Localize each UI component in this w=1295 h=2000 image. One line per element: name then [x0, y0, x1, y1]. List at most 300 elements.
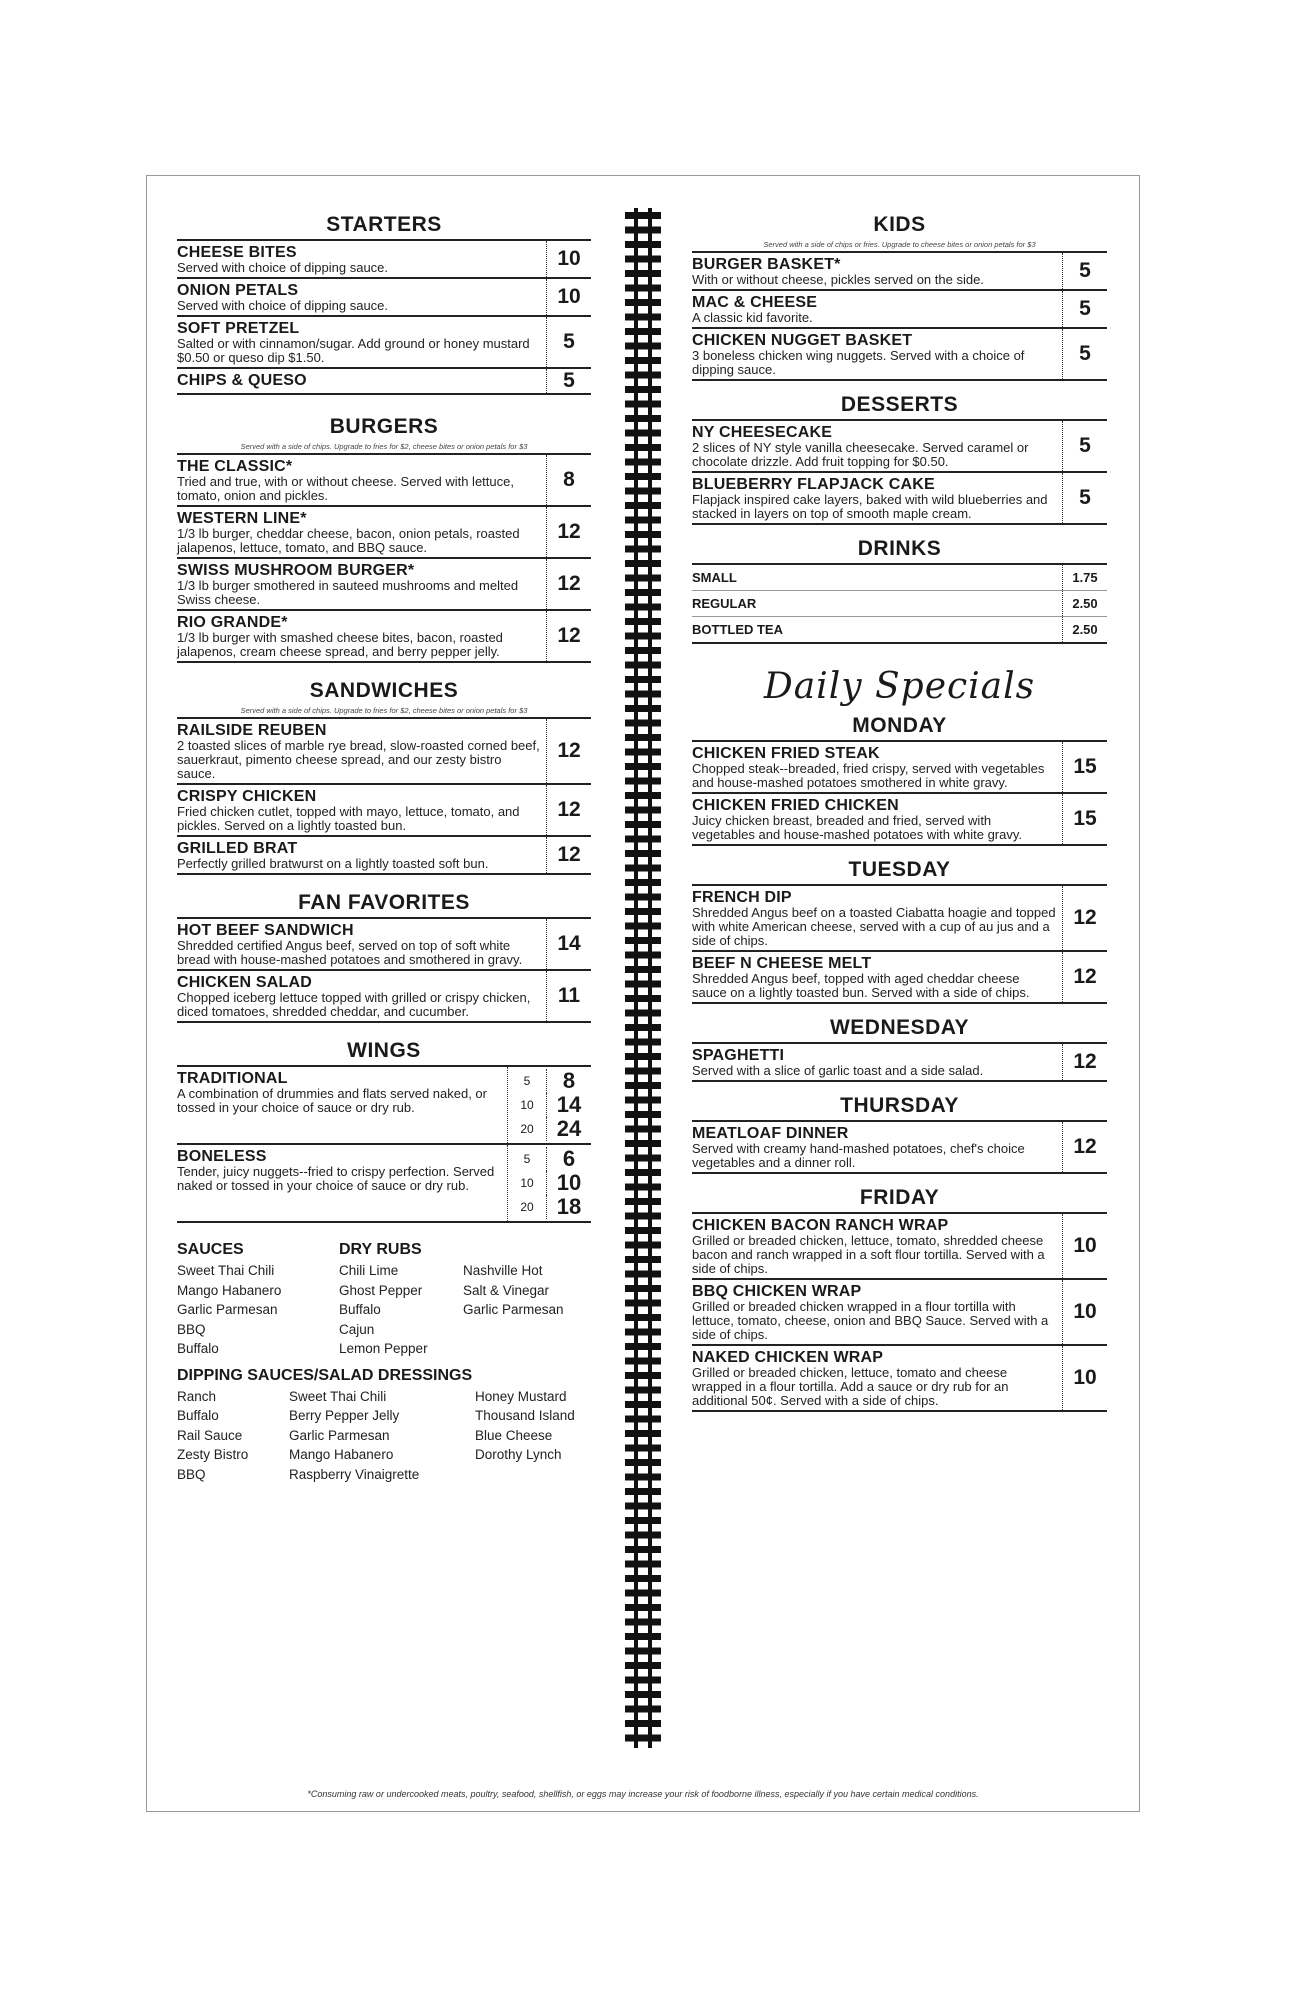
desserts-section	[692, 391, 1107, 525]
item-name: ONION PETALS	[177, 282, 299, 299]
rail-tie	[625, 778, 661, 785]
drinks-section	[692, 535, 1107, 644]
item-name: BEEF N CHEESE MELT	[692, 955, 872, 972]
item-name: MAC & CHEESE	[692, 294, 818, 311]
item-price: 12	[546, 507, 591, 557]
drinks-items	[692, 563, 1107, 644]
list-item: Berry Pepper Jelly	[289, 1408, 400, 1423]
sandwiches-section	[177, 677, 591, 875]
item-price: 12	[546, 719, 591, 783]
item-price: 12	[546, 611, 591, 661]
wings-items	[177, 1065, 591, 1223]
list-item: Buffalo	[177, 1341, 219, 1356]
drink-price: 2.50	[1062, 617, 1107, 642]
wing-count: 5	[508, 1147, 547, 1171]
item-desc: Shredded certified Angus beef, served on top of soft white bread with house-mashed potatoes and smothered in gravy.	[177, 938, 523, 967]
rail-tie	[625, 1256, 661, 1263]
drink-row	[692, 591, 1107, 617]
rail-tie	[625, 1097, 661, 1104]
item-name: BONELESS	[177, 1148, 267, 1165]
menu-item	[692, 1214, 1107, 1280]
item-desc: Grilled or breaded chicken, lettuce, tomato and cheese wrapped in a flour tortilla. Add a sauce or dry rub for an additional 50¢. Served with a side of chips.	[692, 1365, 1009, 1408]
rail-tie	[625, 633, 661, 640]
rail-tie	[625, 807, 661, 814]
list-item: Garlic Parmesan	[177, 1302, 278, 1317]
rail-tie	[625, 299, 661, 306]
item-price: 12	[546, 837, 591, 873]
wing-price: 14	[556, 1092, 582, 1117]
list-item: Garlic Parmesan	[463, 1302, 564, 1317]
item-price: 5	[1062, 329, 1107, 379]
rail-tie	[625, 1604, 661, 1611]
item-name: BURGER BASKET*	[692, 256, 841, 273]
rail-tie	[625, 1053, 661, 1060]
rail-tie	[625, 763, 661, 770]
wing-price-list	[507, 1067, 591, 1143]
footnote: *Consuming raw or undercooked meats, poultry, seafood, shellfish, or eggs may increase your risk of foodborne illness, especially if you have certain medical conditions.	[307, 1789, 979, 1799]
rail-tie	[625, 1662, 661, 1669]
list-item: Sweet Thai Chili	[289, 1388, 387, 1404]
menu-item	[692, 794, 1107, 846]
item-price: 15	[1062, 794, 1107, 844]
rail-tie	[625, 604, 661, 611]
item-price: 5	[1062, 291, 1107, 327]
item-desc: Tender, juicy nuggets--fried to crispy perfection. Served naked or tossed in your choice of sauce or dry rub.	[177, 1164, 495, 1193]
rail-tie	[625, 1445, 661, 1452]
wing-count: 20	[508, 1195, 547, 1219]
rail-tie	[625, 1300, 661, 1307]
dipping-title: DIPPING SAUCES/SALAD DRESSINGS	[177, 1366, 473, 1384]
item-price: 10	[546, 279, 591, 315]
item-price: 15	[1062, 742, 1107, 792]
rail-tie	[625, 1590, 661, 1597]
list-item: BBQ	[177, 1321, 206, 1337]
rail-tie	[625, 1213, 661, 1220]
list-item: Ranch	[177, 1388, 217, 1404]
item-name: RAILSIDE REUBEN	[177, 722, 327, 739]
item-price: 12	[1062, 952, 1107, 1002]
item-name: CHICKEN BACON RANCH WRAP	[692, 1217, 949, 1234]
wing-count: 10	[508, 1171, 547, 1195]
friday-items	[692, 1212, 1107, 1412]
menu-item	[177, 719, 591, 785]
item-price: 12	[1062, 886, 1107, 950]
rail-tie	[625, 285, 661, 292]
rail-tie	[625, 1285, 661, 1292]
item-price: 14	[546, 919, 591, 969]
rail-tie	[625, 1648, 661, 1655]
rail-tie	[625, 589, 661, 596]
rail-tie	[625, 705, 661, 712]
drink-name: REGULAR	[692, 596, 757, 611]
rail-tie	[625, 1546, 661, 1553]
item-name: SPAGHETTI	[692, 1047, 785, 1064]
item-desc: Served with a slice of garlic toast and a side salad.	[692, 1063, 984, 1078]
item-price: 8	[546, 455, 591, 505]
list-item: Buffalo	[339, 1302, 381, 1317]
day-title: THURSDAY	[840, 1094, 959, 1117]
rail-tie	[625, 966, 661, 973]
day-title: MONDAY	[852, 714, 947, 737]
menu-item	[692, 253, 1107, 291]
menu-item	[177, 785, 591, 837]
item-price: 5	[1062, 473, 1107, 523]
item-desc: 2 slices of NY style vanilla cheesecake. Served caramel or chocolate drizzle. Add fruit topping for $0.50.	[692, 440, 1029, 469]
list-item: Ghost Pepper	[339, 1282, 423, 1298]
item-desc: Salted or with cinnamon/sugar. Add ground or honey mustard $0.50 or queso dip $1.50.	[177, 336, 530, 365]
item-desc: 1/3 lb burger with smashed cheese bites, bacon, roasted jalapenos, cream cheese spread, and berry pepper jelly.	[177, 630, 503, 659]
item-name: CHEESE BITES	[177, 244, 297, 261]
rail-tie	[625, 1169, 661, 1176]
item-desc: Served with creamy hand-mashed potatoes, chef's choice vegetables and a dinner roll.	[692, 1141, 1025, 1170]
item-price: 5	[1062, 253, 1107, 289]
rail-tie	[625, 328, 661, 335]
item-name: BBQ CHICKEN WRAP	[692, 1283, 862, 1300]
rail-tie	[625, 1271, 661, 1278]
rail-tie	[625, 952, 661, 959]
item-desc: Grilled or breaded chicken, lettuce, tomato, shredded cheese bacon and ranch wrapped in a soft flour tortilla. Served with a side of chips.	[692, 1233, 1045, 1276]
fan-favorites-items	[177, 917, 591, 1023]
list-item: Mango Habanero	[177, 1282, 282, 1298]
rail-tie	[625, 270, 661, 277]
rail-tie	[625, 734, 661, 741]
wing-item	[177, 1145, 591, 1223]
rail-tie	[625, 444, 661, 451]
list-item: Garlic Parmesan	[289, 1427, 390, 1443]
rail-tie	[625, 1126, 661, 1133]
fan-favorites-section	[177, 889, 591, 1023]
item-price: 5	[546, 369, 591, 393]
rail-tie	[625, 1430, 661, 1437]
section-title: DESSERTS	[840, 393, 959, 416]
item-desc: Flapjack inspired cake layers, baked with wild blueberries and stacked in layers on top of smooth maple cream.	[692, 492, 1048, 521]
rail-tie	[625, 386, 661, 393]
list-item: Chili Lime	[339, 1263, 399, 1278]
item-desc: 3 boneless chicken wing nuggets. Served with a choice of dipping sauce.	[692, 348, 1025, 377]
item-name: TRADITIONAL	[177, 1070, 288, 1087]
rail-tie	[625, 1184, 661, 1191]
thursday-items	[692, 1120, 1107, 1174]
rail-tie	[625, 415, 661, 422]
list-item: Nashville Hot	[463, 1263, 543, 1278]
rail-tie	[625, 1416, 661, 1423]
rail-tie	[625, 879, 661, 886]
menu-item	[692, 742, 1107, 794]
menu-item	[177, 241, 591, 279]
item-name: CRISPY CHICKEN	[177, 788, 317, 805]
wing-price: 8	[562, 1068, 576, 1093]
rail-tie	[625, 1227, 661, 1234]
item-name: CHICKEN FRIED CHICKEN	[692, 797, 899, 814]
rail-tie	[625, 1706, 661, 1713]
item-price: 12	[1062, 1122, 1107, 1172]
section-title: STARTERS	[326, 213, 442, 236]
rail-tie	[625, 1314, 661, 1321]
rail-tie	[625, 314, 661, 321]
rail-tie	[625, 647, 661, 654]
rail-tie	[625, 1474, 661, 1481]
menu-item	[177, 837, 591, 875]
item-name: NY CHEESECAKE	[692, 424, 833, 441]
rail-tie	[625, 1401, 661, 1408]
starters-section	[177, 211, 591, 395]
item-desc: 2 toasted slices of marble rye bread, slow-roasted corned beef, sauerkraut, pimento cheese spread, and our zesty bistro sauce.	[177, 738, 540, 781]
sauces-rubs-block	[177, 1239, 591, 1484]
rail-tie	[625, 1459, 661, 1466]
menu-item	[692, 329, 1107, 381]
rail-tie	[625, 372, 661, 379]
item-price: 12	[1062, 1044, 1107, 1080]
list-item: Mango Habanero	[289, 1447, 394, 1462]
wing-price: 6	[562, 1146, 576, 1171]
menu-item	[692, 291, 1107, 329]
item-price: 10	[546, 241, 591, 277]
item-name: BLUEBERRY FLAPJACK CAKE	[692, 476, 935, 493]
daily-specials-title: Daily Specials	[763, 666, 1036, 707]
item-name: MEATLOAF DINNER	[692, 1125, 849, 1142]
menu-item	[692, 1280, 1107, 1346]
kids-items	[692, 251, 1107, 381]
rail-tie	[625, 488, 661, 495]
rail-tie	[625, 1488, 661, 1495]
list-item: Cajun	[339, 1321, 375, 1337]
rail-tie	[625, 995, 661, 1002]
menu-item	[692, 886, 1107, 952]
rail-tie	[625, 981, 661, 988]
rail-tie	[625, 1140, 661, 1147]
rail-tie	[625, 618, 661, 625]
menu-item	[177, 559, 591, 611]
item-name: WESTERN LINE*	[177, 510, 307, 527]
menu-item	[177, 507, 591, 559]
item-price: 5	[546, 317, 591, 367]
drink-price: 2.50	[1062, 591, 1107, 616]
rail-tie	[625, 430, 661, 437]
menu-item	[692, 421, 1107, 473]
item-name: CHICKEN NUGGET BASKET	[692, 332, 913, 349]
item-desc: Juicy chicken breast, breaded and fried, served with vegetables and house-mashed potatoes with white gravy.	[692, 813, 1023, 842]
starters-items	[177, 239, 591, 395]
item-price: 12	[546, 785, 591, 835]
item-desc: A combination of drummies and flats served naked, or tossed in your choice of sauce or dry rub.	[177, 1086, 487, 1115]
rail-tie	[625, 720, 661, 727]
sauces-title: SAUCES	[177, 1241, 244, 1258]
wing-count: 20	[508, 1117, 547, 1141]
drink-name: BOTTLED TEA	[692, 622, 783, 637]
rail-tie	[625, 1039, 661, 1046]
wing-count: 5	[508, 1069, 547, 1093]
right-column	[692, 211, 1107, 1412]
rail-tie	[625, 850, 661, 857]
burgers-section	[177, 413, 591, 663]
rail-tie	[625, 1242, 661, 1249]
list-item: Thousand Island	[475, 1408, 575, 1423]
rail-tie	[625, 401, 661, 408]
item-name: HOT BEEF SANDWICH	[177, 922, 354, 939]
rail-tie	[625, 531, 661, 538]
rail-tie	[625, 792, 661, 799]
list-item: Zesty Bistro	[177, 1447, 249, 1462]
rail-tie	[625, 256, 661, 263]
rail-tie	[625, 865, 661, 872]
item-desc: Shredded Angus beef on a toasted Ciabatta hoagie and topped with white American cheese, served with a cup of au jus and a side of chips.	[692, 905, 1056, 948]
tuesday-items	[692, 884, 1107, 1004]
daily-specials-section	[692, 662, 1107, 1412]
item-name: GRILLED BRAT	[177, 840, 298, 857]
list-item: Honey Mustard	[475, 1388, 567, 1404]
menu-item	[177, 317, 591, 369]
rail-tie	[625, 212, 661, 219]
railroad-track-divider	[623, 208, 663, 1748]
rail-tie	[625, 1082, 661, 1089]
item-name: CHIPS & QUESO	[177, 372, 307, 389]
section-title: SANDWICHES	[309, 679, 459, 702]
item-desc: Served with choice of dipping sauce.	[177, 260, 389, 275]
list-item: Salt & Vinegar	[463, 1282, 550, 1298]
menu-item	[692, 952, 1107, 1004]
rail-tie	[625, 343, 661, 350]
item-desc: With or without cheese, pickles served on the side.	[692, 272, 984, 287]
rail-tie	[625, 1372, 661, 1379]
list-item: Dorothy Lynch	[475, 1447, 562, 1462]
rail-tie	[625, 1010, 661, 1017]
rail-tie	[625, 1691, 661, 1698]
menu-item	[177, 919, 591, 971]
rail-tie	[625, 908, 661, 915]
section-note: Served with a side of chips. Upgrade to fries for $2, cheese bites or onion petals for $3	[240, 442, 528, 451]
dry-rubs-list	[339, 1239, 589, 1359]
wednesday-items	[692, 1042, 1107, 1082]
item-name: NAKED CHICKEN WRAP	[692, 1349, 884, 1366]
kids-section	[692, 211, 1107, 381]
item-name: CHICKEN FRIED STEAK	[692, 745, 880, 762]
rail-tie	[625, 502, 661, 509]
rail-tie	[625, 937, 661, 944]
section-title: DRINKS	[857, 537, 942, 560]
rail-tie	[625, 676, 661, 683]
list-item: Blue Cheese	[475, 1427, 553, 1443]
item-name: CHICKEN SALAD	[177, 974, 313, 991]
list-item: BBQ	[177, 1466, 206, 1482]
rail-tie	[625, 691, 661, 698]
rail-tie	[625, 1111, 661, 1118]
rail-tie	[625, 473, 661, 480]
rail-tie	[625, 1532, 661, 1539]
dry-rubs-title: DRY RUBS	[339, 1241, 422, 1258]
rail-tie	[625, 749, 661, 756]
list-item: Raspberry Vinaigrette	[289, 1466, 420, 1482]
menu-item	[692, 1122, 1107, 1174]
drink-row	[692, 565, 1107, 591]
menu-item	[177, 611, 591, 663]
rail-tie	[625, 357, 661, 364]
rail-tie	[625, 1068, 661, 1075]
list-item: Lemon Pepper	[339, 1341, 428, 1356]
menu-item	[692, 1044, 1107, 1082]
drink-row	[692, 617, 1107, 642]
rail-tie	[625, 894, 661, 901]
item-desc: Tried and true, with or without cheese. Served with lettuce, tomato, onion and pickles.	[177, 474, 514, 503]
sauces-list	[177, 1239, 339, 1359]
rail-tie	[625, 1735, 661, 1742]
item-desc: Chopped steak--breaded, fried crispy, served with vegetables and house-mashed potatoes smothered in white gravy.	[692, 761, 1045, 790]
day-title: FRIDAY	[859, 1186, 940, 1209]
wing-price-list	[507, 1145, 591, 1221]
rail-tie	[625, 1575, 661, 1582]
rail-tie	[625, 662, 661, 669]
item-price: 10	[1062, 1214, 1107, 1278]
monday-items	[692, 740, 1107, 846]
rail-tie	[625, 1677, 661, 1684]
item-desc: Perfectly grilled bratwurst on a lightly toasted soft bun.	[177, 856, 489, 871]
rail-tie	[625, 1619, 661, 1626]
item-desc: Shredded Angus beef, topped with aged cheddar cheese sauce on a lightly toasted bun. Served with a side of chips.	[692, 971, 1030, 1000]
item-desc: 1/3 lb burger, cheddar cheese, bacon, onion petals, roasted jalapenos, lettuce, tomato, and BBQ sauce.	[177, 526, 520, 555]
day-title: TUESDAY	[848, 858, 951, 881]
rail-tie	[625, 517, 661, 524]
rail-tie	[625, 227, 661, 234]
rail-tie	[625, 546, 661, 553]
menu-item	[177, 971, 591, 1023]
drink-name: SMALL	[692, 570, 737, 585]
rail-tie	[625, 1633, 661, 1640]
rail-tie	[625, 575, 661, 582]
rail-tie	[625, 1358, 661, 1365]
rail-tie	[625, 1517, 661, 1524]
section-note: Served with a side of chips or fries. Upgrade to cheese bites or onion petals for $3	[763, 240, 1036, 249]
wing-price: 24	[556, 1116, 582, 1141]
day-title: WEDNESDAY	[829, 1016, 970, 1039]
rail-tie	[625, 821, 661, 828]
rail-tie	[625, 560, 661, 567]
rail-tie	[625, 836, 661, 843]
list-item: Sweet Thai Chili	[177, 1263, 275, 1278]
wings-section	[177, 1037, 591, 1223]
item-price: 10	[1062, 1280, 1107, 1344]
rail-tie	[625, 1720, 661, 1727]
sandwiches-items	[177, 717, 591, 875]
menu-item	[177, 455, 591, 507]
item-price: 12	[546, 559, 591, 609]
menu-item	[692, 1346, 1107, 1412]
rail-tie	[625, 1343, 661, 1350]
item-desc: Fried chicken cutlet, topped with mayo, lettuce, tomato, and pickles. Served on a lightly toasted bun.	[177, 804, 520, 833]
item-desc: Grilled or breaded chicken wrapped in a flour tortilla with lettuce, tomato, cheese, onion and BBQ Sauce. Served with a side of chips.	[692, 1299, 1049, 1342]
item-desc: Chopped iceberg lettuce topped with grilled or crispy chicken, diced tomatoes, shredded cheddar, and cucumber.	[177, 990, 531, 1019]
burgers-items	[177, 453, 591, 663]
item-desc: Served with choice of dipping sauce.	[177, 298, 389, 313]
section-note: Served with a side of chips. Upgrade to fries for $2, cheese bites or onion petals for $3	[240, 706, 528, 715]
section-title: BURGERS	[329, 415, 439, 438]
menu-frame	[146, 175, 1140, 1812]
item-price: 11	[546, 971, 591, 1021]
dipping-sauces-list	[177, 1365, 591, 1485]
item-desc: 1/3 lb burger smothered in sauteed mushrooms and melted Swiss cheese.	[177, 578, 519, 607]
list-item: Buffalo	[177, 1408, 219, 1423]
desserts-items	[692, 419, 1107, 525]
rail-tie	[625, 1503, 661, 1510]
rail-tie	[625, 1561, 661, 1568]
rail-tie	[625, 1387, 661, 1394]
wing-price: 10	[556, 1170, 582, 1195]
wing-item	[177, 1067, 591, 1145]
item-price: 10	[1062, 1346, 1107, 1410]
wing-count: 10	[508, 1093, 547, 1117]
item-name: FRENCH DIP	[692, 889, 792, 906]
rail-tie	[625, 241, 661, 248]
section-title: KIDS	[873, 213, 926, 236]
rail-tie	[625, 923, 661, 930]
